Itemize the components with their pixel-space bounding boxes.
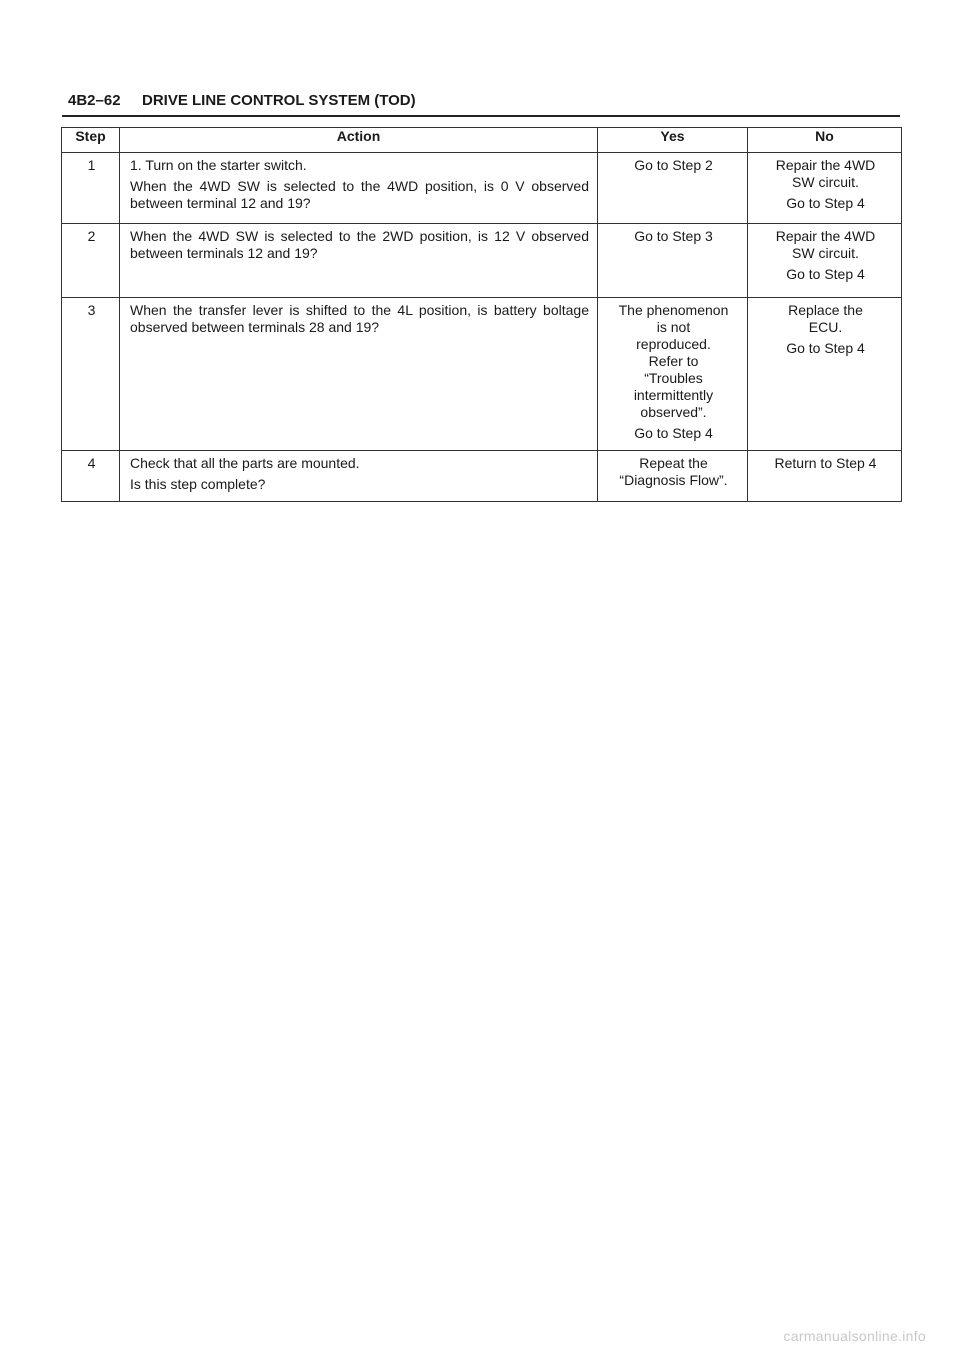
page-code: 4B2–62 (68, 92, 121, 109)
page-header (68, 92, 416, 109)
no-text: Replace the ECU. (788, 302, 863, 335)
action-text: When the transfer lever is shifted to the 4L position, is battery boltage observed between terminals 28 and 19? (130, 302, 589, 335)
yes-cell (598, 224, 748, 298)
step-number: 1 (62, 153, 120, 224)
diagnostic-table (61, 127, 902, 502)
yes-cell (598, 451, 748, 502)
column-header-action: Action (120, 128, 598, 153)
yes-cell (598, 153, 748, 224)
action-text: When the 4WD SW is selected to the 2WD position, is 12 V observed between terminals 12 and 19? (130, 228, 589, 261)
site-watermark: carmanualsonline.info (783, 1328, 926, 1344)
header-rule (62, 115, 900, 117)
no-cell (748, 224, 902, 298)
table-row (62, 298, 902, 451)
column-header-no: No (748, 128, 902, 153)
no-text: Go to Step 4 (786, 340, 865, 356)
table-row (62, 451, 902, 502)
step-number: 4 (62, 451, 120, 502)
action-text: When the 4WD SW is selected to the 4WD position, is 0 V observed between terminal 12 and 19? (130, 178, 589, 211)
no-cell (748, 153, 902, 224)
no-text: Repair the 4WD SW circuit. (775, 228, 876, 261)
yes-text: Go to Step 4 (634, 425, 713, 441)
yes-text: Repeat the “Diagnosis Flow”. (619, 455, 728, 488)
yes-cell (598, 298, 748, 451)
yes-text: Go to Step 3 (634, 228, 713, 244)
action-cell (120, 153, 598, 224)
table-row (62, 153, 902, 224)
action-cell (120, 451, 598, 502)
step-number: 2 (62, 224, 120, 298)
yes-text: Go to Step 2 (634, 157, 713, 173)
table-header-row (62, 128, 902, 153)
action-cell (120, 298, 598, 451)
no-cell (748, 298, 902, 451)
column-header-step: Step (62, 128, 120, 153)
no-text: Return to Step 4 (774, 455, 877, 471)
action-text: 1. Turn on the starter switch. (130, 157, 307, 173)
no-text: Go to Step 4 (786, 195, 865, 211)
yes-text: The phenomenon is not reproduced. Refer to “Troubles intermittently observed”. (618, 302, 729, 420)
no-text: Go to Step 4 (786, 266, 865, 282)
no-text: Repair the 4WD SW circuit. (775, 157, 876, 190)
no-cell (748, 451, 902, 502)
action-text: Check that all the parts are mounted. (130, 455, 360, 471)
column-header-yes: Yes (598, 128, 748, 153)
action-text: Is this step complete? (130, 476, 266, 492)
action-cell (120, 224, 598, 298)
step-number: 3 (62, 298, 120, 451)
section-title: DRIVE LINE CONTROL SYSTEM (TOD) (142, 92, 416, 109)
table-row (62, 224, 902, 298)
